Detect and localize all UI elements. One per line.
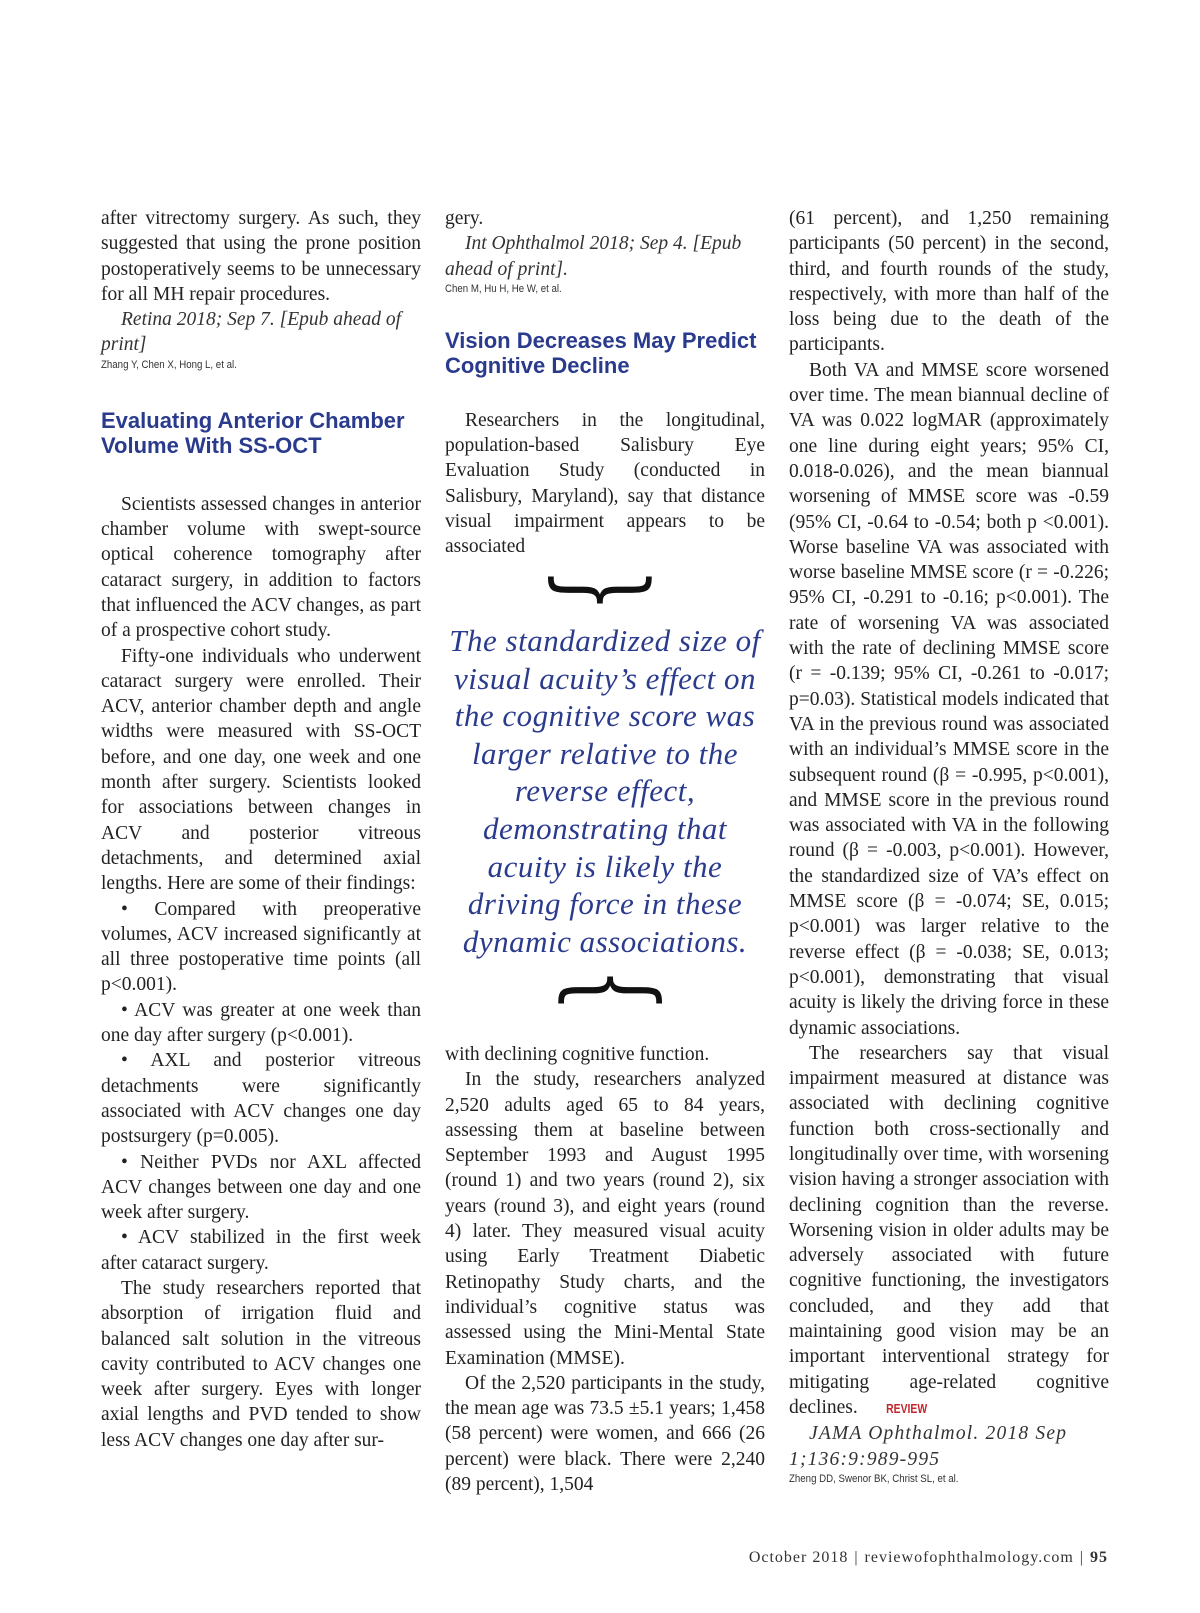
pull-quote [445, 555, 765, 1035]
paragraph [789, 1041, 1109, 1421]
paragraph-text: The researchers say that visual impairment measured at distance was associated with declining cognitive function both cross-sectionally and longitudinally over time, with worsening vision having a stronger association with declining cognition than the reverse. Worsening vision in older adults may be adversely associated with future cognitive functioning, the investigators concluded, and they add that maintaining good vision may be an important interventional strategy for mitigating age-related cognitive declines. [789, 1042, 1109, 1418]
authors: Zheng DD, Swenor BK, Christ SL, et al. [789, 1472, 959, 1485]
paragraph: Scientists assessed changes in anterior chamber volume with swept-source optical coherence tomography after cataract surgery, in addition to factors that influenced the ACV changes, as part of a prospective cohort study. [101, 493, 421, 642]
citation: Int Ophthalmol 2018; Sep 4. [Epub ahead of print]. [445, 233, 742, 280]
column-middle-lower [445, 1042, 765, 1497]
citation: Retina 2018; Sep 7. [Epub ahead of print] [101, 309, 401, 356]
paragraph: with declining cognitive function. [445, 1044, 710, 1065]
bullet-item: • Compared with preoperative volumes, ACV increased significantly at all three postoperative time points (all p<0.001). [101, 898, 421, 996]
authors: Zhang Y, Chen X, Hong L, et al. [101, 358, 237, 371]
review-end-mark: REVIEW [885, 1400, 927, 1416]
footer-separator: | [1079, 1549, 1084, 1566]
paragraph: Fifty-one individuals who underwent cataract surgery were enrolled. Their ACV, anterior chamber depth and angle widths were measured with SS-OCT before, and one day, one week and one month after surgery. Scientists looked for associations between changes in ACV and posterior vitreous detachments, and determined axial lengths. Here are some of their findings: [101, 645, 421, 895]
bullet-item: • AXL and posterior vitreous detachments were significantly associated with ACV changes one day postsurgery (p=0.005). [101, 1050, 421, 1148]
page-footer [749, 1549, 1108, 1567]
paragraph: Of the 2,520 participants in the study, the mean age was 73.5 ±5.1 years; 1,458 (58 percent) were women, and 666 (26 percent) were black. There were 2,240 (89 percent), 1,504 [445, 1372, 765, 1496]
paragraph: (61 percent), and 1,250 remaining participants (50 percent) in the second, third, and fourth rounds of the study, respectively, with more than half of the loss being due to the death of the participants. [789, 208, 1109, 356]
paragraph: after vitrectomy surgery. As such, they suggested that using the prone position postoperatively seems to be unnecessary for all MH repair procedures. [101, 208, 421, 305]
brace-bottom-icon: } [539, 967, 671, 1013]
paragraph: The study researchers reported that absorption of irrigation fluid and balanced salt solution in the vitreous cavity contributed to ACV changes one week after surgery. Eyes with longer axial lengths and PVD tended to show less ACV changes one day after sur- [101, 1277, 421, 1451]
column-left [101, 206, 421, 1453]
column-right [789, 206, 1109, 1486]
paragraph: In the study, researchers analyzed 2,520 adults aged 65 to 84 years, assessing them at baseline between September 1993 and August 1995 (round 1) and two years (round 2), six years (round 3), and eight years (round 4) later. They measured visual acuity using Early Treatment Diabetic Retinopathy Study charts, and the individual’s cognitive status was assessed using the Mini-Mental State Examination (MMSE). [445, 1069, 765, 1369]
pull-quote-text: The standardized size of visual acuity’s effect on the cognitive score was larger relative to the reverse effect, demonstrating that acuity is likely the driving force in these dynamic associations. [449, 623, 761, 959]
article-heading: Evaluating Anterior Chamber Volume With SS-OCT [101, 407, 405, 458]
issue-date: October 2018 [748, 1549, 849, 1566]
footer-separator: | [854, 1549, 859, 1566]
bullet-item: • Neither PVDs nor AXL affected ACV changes between one day and one week after surgery. [101, 1151, 421, 1224]
bullet-item: • ACV stabilized in the first week after cataract surgery. [101, 1227, 421, 1274]
brace-top-icon: } [539, 567, 671, 613]
article-heading: Vision Decreases May Predict Cognitive Decline [445, 327, 757, 378]
bullet-item: • ACV was greater at one week than one day after surgery (p<0.001). [101, 999, 421, 1047]
page-number: 95 [1090, 1549, 1108, 1566]
website: reviewofophthalmology.com [864, 1549, 1074, 1566]
authors: Chen M, Hu H, He W, et al. [445, 282, 562, 295]
paragraph: Researchers in the longitudinal, population-based Salisbury Eye Evaluation Study (conducted in Salisbury, Maryland), say that distance visual impairment appears to be associated [445, 409, 765, 558]
paragraph: gery. [445, 208, 484, 229]
paragraph: Both VA and MMSE score worsened over time. The mean biannual decline of VA was 0.022 logMAR (approximately one line during eight years; 95% CI, 0.018-0.026), and the mean biannual worsening of MMSE score was -0.59 (95% CI, -0.64 to -0.54; both p <0.001). Worse baseline VA was associated with worse baseline MMSE score (r = -0.226; 95% CI, -0.291 to -0.16; p<0.001). The rate of worsening VA was associated with the rate of declining MMSE score (r = -0.139; 95% CI, -0.261 to -0.017; p=0.03). Statistical models indicated that VA in the previous round was associated with an individual’s MMSE score in the subsequent round (β = -0.995, p<0.001), and MMSE score in the previous round was associated with VA in the following round (β = -0.003, p<0.001). However, the standardized size of VA’s effect on MMSE score (β = -0.074; SE, 0.015; p<0.001) was larger relative to the reverse effect (β = -0.038; SE, 0.013; p<0.001), demonstrating that visual acuity is likely the driving force in these dynamic associations. [789, 359, 1109, 1039]
citation: JAMA Ophthalmol. 2018 Sep 1;136:9:989-995 [789, 1423, 1068, 1470]
